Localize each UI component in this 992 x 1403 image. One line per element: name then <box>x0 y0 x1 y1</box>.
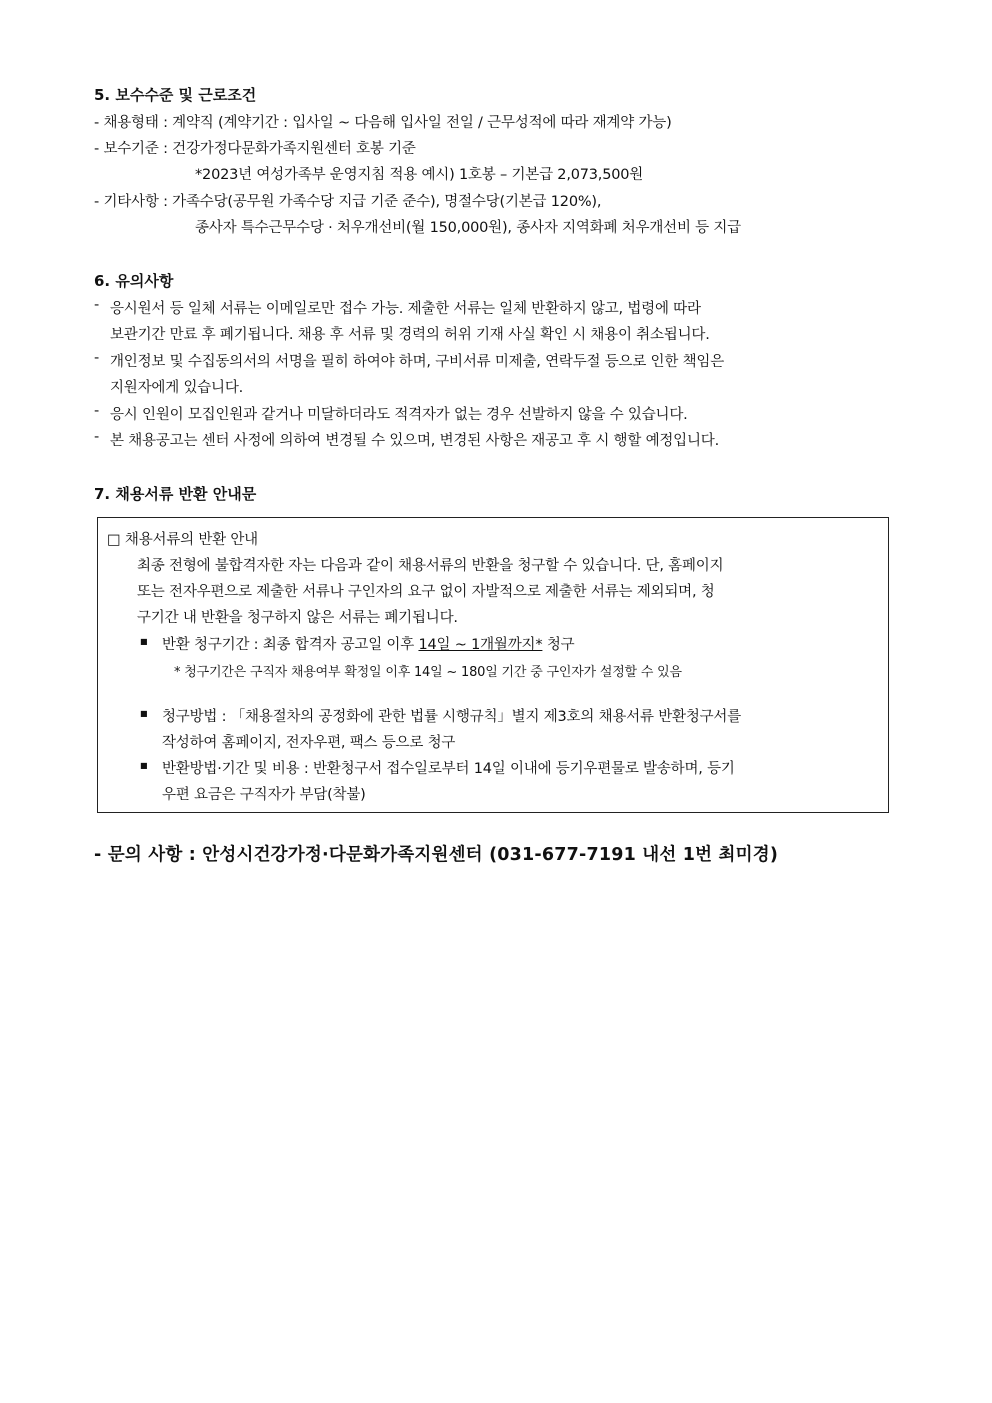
box-paragraph-2: 또는 전자우편으로 제출한 서류나 구인자의 요구 없이 자발적으로 제출한 서류는 제외되며, 청 <box>137 584 715 600</box>
pay-example: *2023년 여성가족부 운영지침 적용 예시) 1호봉 – 기본급 2,073,500원 <box>195 167 644 183</box>
section-5-title: 5. 보수수준 및 근로조건 <box>94 86 257 104</box>
claim-period-range: 14일 ~ 1개월까지* <box>418 637 543 653</box>
bullet-square: ■ <box>140 761 148 770</box>
bullet-claim-period <box>162 633 574 654</box>
bullet-return-method: 반환방법·기간 및 비용 : 반환청구서 접수일로부터 14일 이내에 등기우편물로 발송하며, 등기 <box>162 761 735 777</box>
bullet-square: ■ <box>140 637 148 646</box>
section-6-title: 6. 유의사항 <box>94 272 174 290</box>
box-paragraph-1: 최종 전형에 불합격자한 자는 다음과 같이 채용서류의 반환을 청구할 수 있습니다. 단, 홈페이지 <box>137 558 724 574</box>
bullet-claim-method-cont: 작성하여 홈페이지, 전자우편, 팩스 등으로 청구 <box>162 735 456 751</box>
contact-info: - 문의 사항 : 안성시건강가정·다문화가족지원센터 (031-677-7191 내선 1번 최미경) <box>94 845 779 865</box>
bullet-claim-method: 청구방법 : 「채용절차의 공정화에 관한 법률 시행규칙」별지 제3호의 채용서류 반환청구서를 <box>162 709 742 725</box>
list-dash: - <box>94 429 100 445</box>
list-dash: - <box>94 350 100 366</box>
pay-standard: - 보수기준 : 건강가정다문화가족지원센터 호봉 기준 <box>94 141 416 157</box>
notice-4: 본 채용공고는 센터 사정에 의하여 변경될 수 있으며, 변경된 사항은 재공고 후 시 행할 예정입니다. <box>110 433 720 449</box>
notice-1: 응시원서 등 일체 서류는 이메일로만 접수 가능. 제출한 서류는 일체 반환하지 않고, 법령에 따라 <box>110 301 701 317</box>
claim-period-suffix: 청구 <box>542 637 575 653</box>
claim-period-text: 반환 청구기간 : 최종 합격자 공고일 이후 <box>162 637 419 653</box>
notice-2: 개인정보 및 수집동의서의 서명을 필히 하여야 하며, 구비서류 미제출, 연락두절 등으로 인한 책임은 <box>110 354 725 370</box>
list-dash: - <box>94 403 100 419</box>
notice-1-cont: 보관기간 만료 후 폐기됩니다. 채용 후 서류 및 경력의 허위 기재 사실 확인 시 채용이 취소됩니다. <box>110 327 710 343</box>
notice-3: 응시 인원이 모집인원과 같거나 미달하더라도 적격자가 없는 경우 선발하지 않을 수 있습니다. <box>110 407 688 423</box>
bullet-square: ■ <box>140 709 148 718</box>
section-7-title: 7. 채용서류 반환 안내문 <box>94 485 257 503</box>
other-allowances-cont: 종사자 특수근무수당 · 처우개선비(월 150,000원), 종사자 지역화폐 처우개선비 등 지급 <box>195 220 741 236</box>
claim-period-note: * 청구기간은 구직자 채용여부 확정일 이후 14일 ~ 180일 기간 중 구인자가 설정할 수 있음 <box>174 665 682 680</box>
document-return-box <box>97 517 889 813</box>
bullet-return-method-cont: 우편 요금은 구직자가 부담(착불) <box>162 787 366 803</box>
notice-2-cont: 지원자에게 있습니다. <box>110 380 244 396</box>
box-paragraph-3: 구기간 내 반환을 청구하지 않은 서류는 폐기됩니다. <box>137 610 458 626</box>
employment-type: - 채용형태 : 계약직 (계약기간 : 입사일 ~ 다음해 입사일 전일 / 근무성적에 따라 재계약 가능) <box>94 115 672 131</box>
other-allowances: - 기타사항 : 가족수당(공무원 가족수당 지급 기준 준수), 명절수당(기본급 120%), <box>94 194 602 210</box>
list-dash: - <box>94 297 100 313</box>
box-title: □ 채용서류의 반환 안내 <box>107 532 258 548</box>
